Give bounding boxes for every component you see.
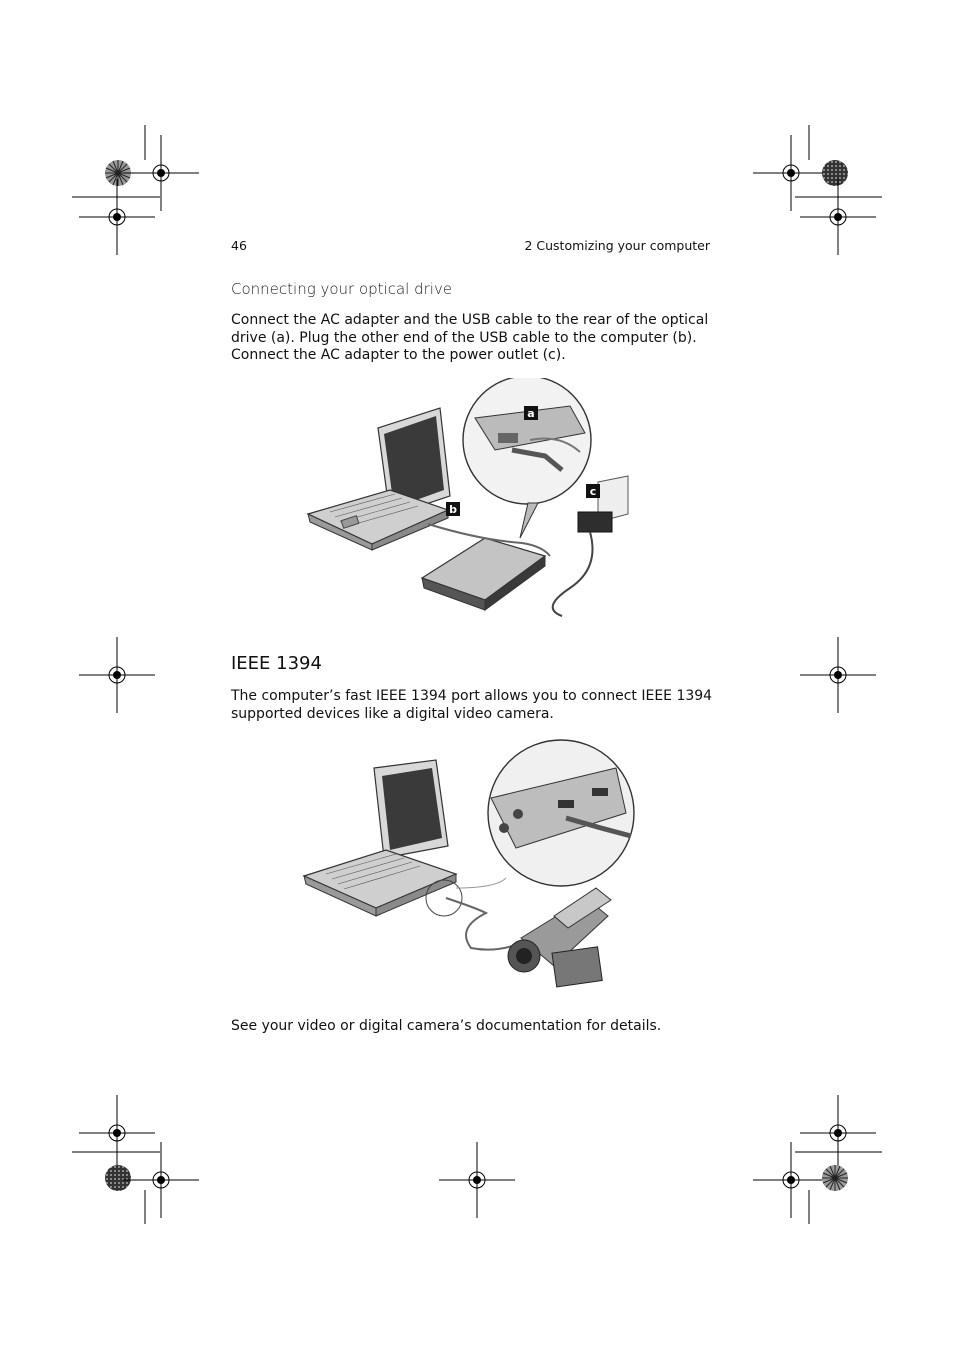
- optical-line-1: Connect the AC adapter and the USB cable to the rear of the optical: [231, 312, 709, 328]
- optical-drive-paragraph: [231, 312, 711, 365]
- callout-a: a: [527, 407, 535, 420]
- footer-note: See your video or digital camera’s documentation for details.: [231, 1018, 662, 1034]
- optical-drive-subtitle: Connecting your optical drive: [231, 280, 453, 298]
- optical-line-3: Connect the AC adapter to the power outlet (c).: [231, 347, 566, 363]
- optical-line-2: drive (a). Plug the other end of the USB cable to the computer (b).: [231, 329, 697, 346]
- chapter-title: 2 Customizing your computer: [524, 238, 710, 253]
- ieee-camera-illustration: [296, 738, 641, 998]
- ieee-line-2: supported devices like a digital video camera.: [231, 705, 554, 722]
- ieee-heading: IEEE 1394: [231, 653, 322, 674]
- callout-b: b: [449, 503, 457, 516]
- ieee-line-1: The computer’s fast IEEE 1394 port allows you to connect IEEE 1394: [231, 688, 713, 704]
- ieee-paragraph: [231, 688, 711, 723]
- callout-c: c: [589, 485, 597, 498]
- page-number: 46: [231, 238, 247, 253]
- optical-drive-illustration: [300, 378, 640, 628]
